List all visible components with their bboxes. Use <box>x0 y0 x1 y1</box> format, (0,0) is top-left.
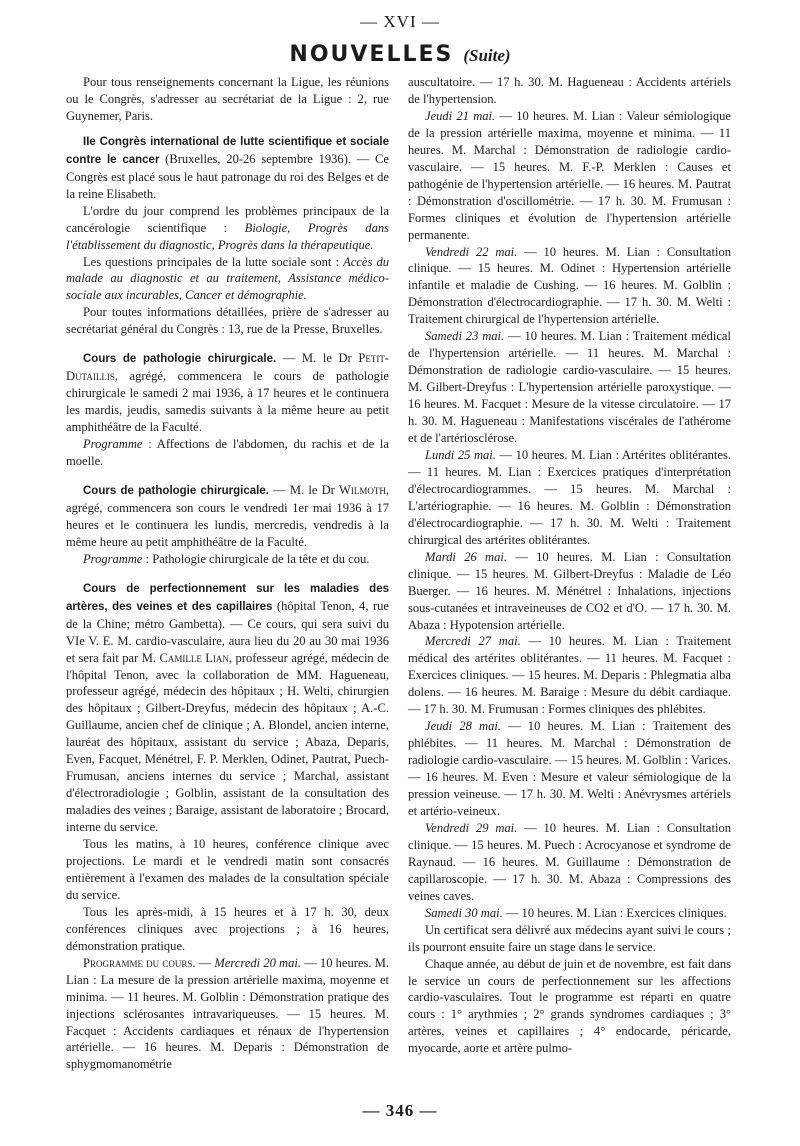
day-21-label: Jeudi 21 mai. <box>425 108 496 123</box>
certificat-paragraph <box>408 922 731 956</box>
continuation-paragraph <box>408 74 731 108</box>
congres-heading: IIe Congrès international de lutte scientifique et sociale contre le cancer <box>66 135 389 166</box>
day-29 <box>408 820 731 905</box>
cours3-text-b: , professeur agrégé, médecin de l'hôpital Tenon, avec la collaboration de MM. Hagueneau, professeur agrégé, médecin des hôpitaux ; H. Welti, chirurgien des hôpitaux ; Gilbert-Dreyfus, médecin des hôpitaux ; A.-C. Guillaume, ancien chef de clinique ; A. Blondel, ancien interne, lauréat des hôpitaux, assistant du service ; Abaza, Deparis, Even, Facquet, Ménétrel, F. P. Merklen, Odinet, Pautrat, Puech-Frumusan, anciens internes du service ; Marchal, assistant d'électroradiologie ; Golblin, assistant de la consultation des maladies des veines ; Baraige, assistant de laboratoire ; Brocard, interne du service. <box>66 650 389 835</box>
day-23-label: Samedi 23 mai. <box>425 329 505 344</box>
day-21 <box>408 108 731 244</box>
congres-text: (Bruxelles, 20-26 septembre 1936). — Ce Congrès est placé sous le haut patronage du roi des Belges et de la reine Elisabeth. <box>66 151 389 201</box>
day-25-text: — 10 heures. M. Lian : Artérites oblitérantes. — 11 heures. M. Lian : Exercices pratiques d'interprétation d'électrocardiogrammes. — 15 heures. M. Marchal : L'artériographie. — 16 heures. M. Golblin : Démonstration d'électrocardiographie. — 17 h. 30. M. Welti : Traitement chirurgical des artérites oblitérantes. <box>408 447 731 547</box>
programme-label: Programme du cours. <box>83 955 196 970</box>
day-29-label: Vendredi 29 mai. <box>425 820 518 835</box>
day-30 <box>408 905 731 922</box>
day-25-label: Lundi 25 mai. <box>425 447 496 462</box>
ordre-paragraph <box>66 203 389 254</box>
cours1-text: , agrégé, commencera le cours de pathologie chirurgicale le samedi 2 mai 1936, à 17 heures et le continuera les mardis, jeudis, samedis suivants à la même heure au petit amphithéâtre de la Faculté. <box>66 369 389 435</box>
cours2-dash: — M. le Dr <box>268 482 340 497</box>
cours3-professor: Camille Lian <box>159 650 229 665</box>
ligue-text: Pour tous renseignements concernant la Ligue, les réunions ou le Congrès, s'adresser au secrétariat de la Ligue : 2, rue Guynemer, Paris. <box>66 75 389 123</box>
day-23-text: — 10 heures. M. Lian : Traitement médical de l'hypertension artérielle. — 11 heures. M. Marchal : Démonstration de radiologie cardio-vasculaire. — 15 heures. M. Gilbert-Dreyfus : L'hypertension artérielle paroxystique. — 16 heures. M. Facquet : Mesure de la vitesse circulatoire. — 17 h. 30. M. Hagueneau : Manifestations viscérales de l'athérome et de l'artériosclérose. <box>408 329 731 446</box>
cours2-heading: Cours de pathologie chirurgicale. <box>83 484 269 497</box>
day-27 <box>408 633 731 718</box>
cours1-programme <box>66 436 389 470</box>
continuation-text: auscultatoire. — 17 h. 30. M. Hagueneau : Accidents artériels de l'hypertension. <box>408 75 731 106</box>
day-22-label: Vendredi 22 mai. <box>425 244 518 259</box>
cours3-paragraph <box>66 580 389 836</box>
programme-paragraph: Programme du cours. — Mercredi 20 mai. — 10 heures. M. Lian : La mesure de la pression artérielle maxima, moyenne et minima. — 11 heures. M. Golblin : Démonstration pratique des injections sclérosantes intravariqueuses. — 15 heures. M. Facquet : Accidents cardiaques et rénaux de l'hypertension artérielle. — 16 heures. M. Deparis : Démonstration de sphygmomanométrie <box>66 955 390 1072</box>
annee-text: Chaque année, au début de juin et de novembre, est fait dans le service un cours de perfectionnement sur les affections cardio-vasculaires. Tout le programme est réparti en quatre cours : 1° arythmies ; 2° grands syndromes cardiaques ; 3° artères, veines et capillaires ; 4° endocarde, péricarde, myocarde, aorte et artère pulmo- <box>408 956 731 1056</box>
page-number: — 346 — <box>362 1101 438 1120</box>
questions-topics: Accès du malade au diagnostic et au traitement, Assistance médico-sociale aux incurables, Cancer et démographie. <box>66 254 389 303</box>
ordre-topics: Biologie, Progrès dans l'établissement du diagnostic, Progrès dans la thérapeutique. <box>66 220 389 252</box>
matins-text-a: Tous les matins, à 10 heures, conférence clinique avec projections. <box>66 837 389 868</box>
title-suite: (Suite) <box>463 46 511 65</box>
day-23 <box>408 328 731 447</box>
day-26 <box>408 549 731 634</box>
title-nouvelles: NOUVELLES <box>289 42 454 67</box>
cours1-professor: Petit-Dutaillis <box>66 351 389 384</box>
day-22-text: — 10 heures. M. Lian : Consultation clinique. — 15 heures. M. Odinet : Hypertension artérielle infantile et maladie de Cushing. — 16 heures. M. Golblin : Démonstration d'électrocardiographie. — 17 h. 30. M. Welti : Traitement chirurgical de l'hypertension artérielle. <box>408 244 731 327</box>
ligue-paragraph <box>66 74 389 125</box>
section-title <box>0 42 800 67</box>
cours2-programme-label: Programme <box>83 551 143 566</box>
cours1-programme-text: : Affections de l'abdomen, du rachis et de la moelle. <box>66 437 389 469</box>
day-28 <box>408 718 731 820</box>
cours3-heading: Cours de perfectionnement sur les maladies des artères, des veines et des capillaires <box>66 582 389 613</box>
day-30-label: Samedi 30 mai. <box>425 905 503 920</box>
congres-paragraph <box>66 133 389 203</box>
cours3-text-a: (hôpital Tenon, 4, rue de la Chine; métro Gambetta). — Ce cours, qui sera suivi du VIe V. E. M. cardio-vasculaire, aura lieu du 20 au 30 mai 1936 et sera fait par M. <box>66 598 389 665</box>
cours1-dash: — M. le Dr <box>276 351 359 366</box>
cours1-programme-label: Programme <box>83 437 143 452</box>
matins-paragraph <box>66 836 389 904</box>
apresmidi-paragraph <box>66 904 389 955</box>
day-27-label: Mercredi 27 mai. <box>425 634 521 649</box>
cours2-programme-text: : Pathologie chirurgicale de la tête et du cou. <box>142 551 370 566</box>
questions-paragraph <box>66 254 389 305</box>
questions-intro: Les questions principales de la lutte sociale sont : <box>83 254 344 269</box>
left-column <box>66 74 389 1073</box>
day-29-text: — 10 heures. M. Lian : Consultation clinique. — 15 heures. M. Puech : Acrocyanose et syndrome de Raynaud. — 16 heures. M. Guillaume : Démonstration de capillaroscopie. — 17 h. 30. M. Abaza : Compressions des veines caves. <box>408 820 731 903</box>
cours2-professor: Wilmoth <box>339 482 386 497</box>
day-26-text: — 10 heures. M. Lian : Consultation clinique. — 15 heures. M. Gilbert-Dreyfus : Maladie de Léo Buerger. — 16 heures. M. Ménétrel : Inhalations, injections sous-cutanées et intraveineuses de CO2 et d'O. — 17 h. 30. M. Abaza : Hypotension artérielle. <box>408 549 731 632</box>
day-25 <box>408 447 731 549</box>
day-30-text: — 10 heures. M. Lian : Exercices cliniques. <box>502 905 727 920</box>
day-22 <box>408 244 731 329</box>
day-27-text: — 10 heures. M. Lian : Traitement médical des artérites oblitérantes. — 11 heures. M. Facquet : Exercices cliniques. — 15 heures. M. Deparis : Phlegmatia alba dolens. — 16 heures. M. Baraige : Mesure du débit cardiaque. — 17 h. 30. M. Frumusan : Formes cliniques des phlébites. <box>408 634 732 717</box>
programme-text-20: — 10 heures. M. Lian : La mesure de la pression artérielle maxima, moyenne et minima. — 11 heures. M. Golblin : Démonstration pratique des injections sclérosantes intravariqueuses. — 15 heures. M. Facquet : Accidents cardiaques et rénaux de l'hypertension artérielle. — 16 heures. M. Deparis : Démonstration de sphygmomanométrie <box>66 955 390 1072</box>
day-26-label: Mardi 26 mai. <box>425 549 508 564</box>
day-28-text: — 10 heures. M. Lian : Traitement des phlébites. — 11 heures. M. Marchal : Démonstration de radiologie cardio-vasculaire. — 15 heures. M. Golblin : Varices. — 16 heures. M. Even : Mesure et valeur sémiologique de la pression veineuse. — 17 h. 30. M. Welti : Anévrysmes artériels et artério-veineux. <box>408 719 731 818</box>
apresmidi-text: Tous les après-midi, à 15 heures et à 17 h. 30, deux conférences cliniques avec projections ; à 16 heures, démonstration pratique. <box>66 904 389 953</box>
right-column <box>408 74 731 1057</box>
cours1-paragraph <box>66 350 389 436</box>
cours1-heading: Cours de pathologie chirurgicale. <box>83 353 277 366</box>
annee-paragraph <box>408 956 731 1058</box>
cours2-paragraph <box>66 482 389 551</box>
day-21-text: — 10 heures. M. Lian : Valeur sémiologique de la pression artérielle maxima, moyenne et minima. — 11 heures. M. Marchal : Démonstration de radiologie cardio-vasculaire. — 15 heures. M. F.-P. Merklen : Causes et pathogénie de l'hypertension artérielle. — 16 heures. M. Pautrat : Démonstration d'oscillométrie. — 17 h. 30. M. Frumusan : Formes cliniques et évolution de l'hypertension artérielle permanente. <box>408 108 731 242</box>
infos-paragraph <box>66 304 389 338</box>
day-28-label: Jeudi 28 mai. <box>425 719 501 734</box>
ordre-intro: L'ordre du jour comprend les problèmes principaux de la cancérologie scientifique : <box>66 203 389 235</box>
certificat-text: Un certificat sera délivré aux médecins ayant suivi le cours ; ils pourront ensuite faire un stage dans le service. <box>408 922 731 954</box>
programme-day-20: Mercredi 20 mai. <box>214 955 302 970</box>
roman-folio: — XVI — <box>360 12 440 31</box>
infos-text: Pour toutes informations détaillées, prière de s'adresser au secrétariat général du Congrès : 13, rue de la Presse, Bruxelles. <box>66 305 389 337</box>
cours2-text: , agrégé, commencera son cours le vendredi 1er mai 1936 à 17 heures et le continuera les lundis, mercredis, vendredis à la même heure au petit amphithéâtre de la Faculté. <box>66 482 389 549</box>
cours2-programme <box>66 551 389 568</box>
matins-text-b: Le mardi et le vendredi matin sont consacrés entièrement à l'examen des malades de la consultation spéciale du service. <box>66 853 389 902</box>
